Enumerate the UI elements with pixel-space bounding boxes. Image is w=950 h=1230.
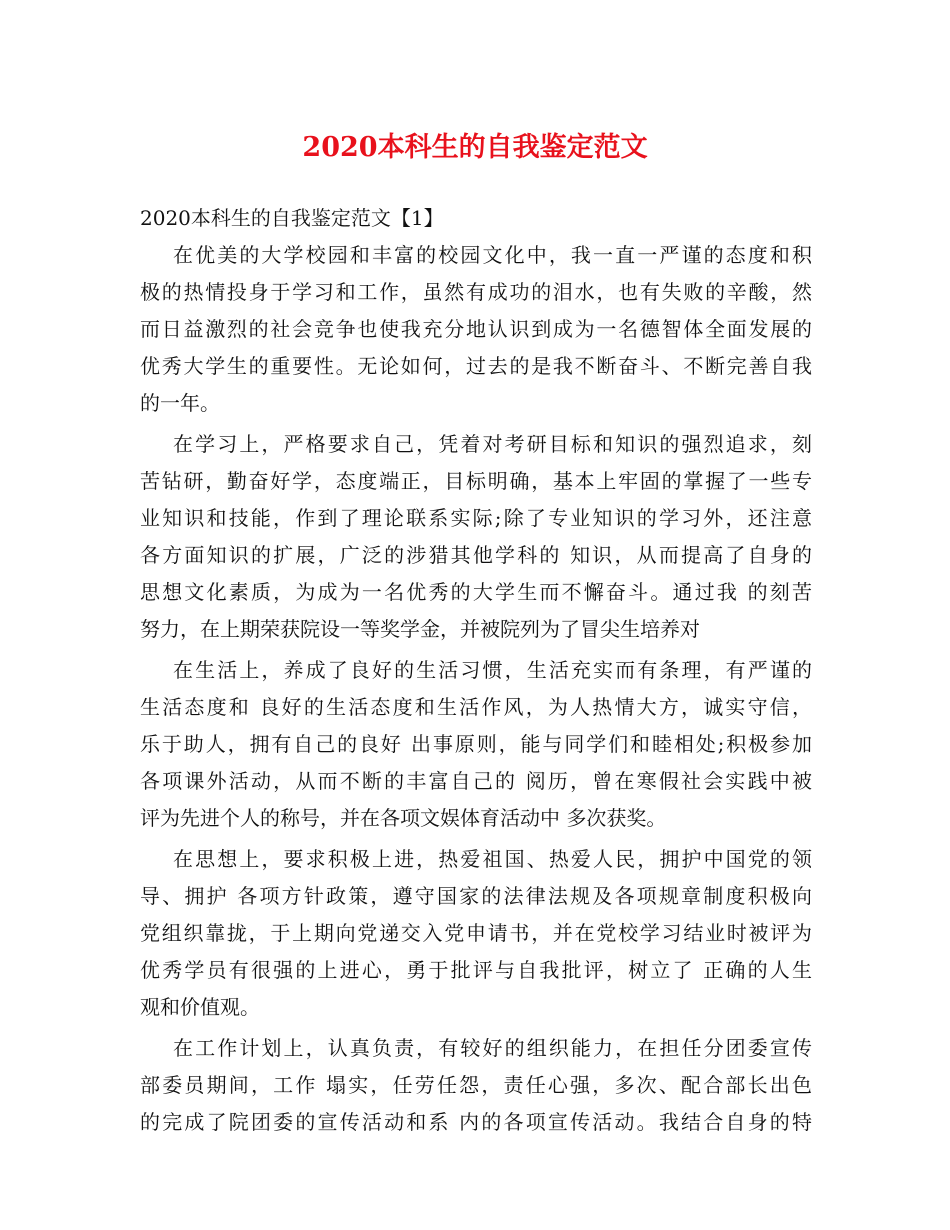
text-line: 苦钻研，勤奋好学，态度端正，目标明确，基本上牢固的掌握了一些专 (140, 469, 812, 493)
text-line: 优秀学员有很强的上进心，勇于批评与自我批评，树立了 正确的人生 (140, 958, 812, 982)
text-line: 评为先进个人的称号，并在各项文娱体育活动中 多次获奖。 (140, 806, 667, 830)
text-line: 在学习上，严格要求自己，凭着对考研目标和知识的强烈追求，刻 (173, 432, 812, 456)
text-line: 极的热情投身于学习和工作，虽然有成功的泪水，也有失败的辛酸，然 (140, 280, 812, 304)
paragraph-3 (140, 652, 812, 837)
text-line: 在优美的大学校园和丰富的校园文化中，我一直一严谨的态度和积 (173, 243, 812, 267)
document-title: 2020本科生的自我鉴定范文 (302, 132, 648, 163)
text-line: 各项课外活动，从而不断的丰富自己的 阅历，曾在寒假社会实践中被 (140, 769, 812, 793)
text-line: 观和价值观。 (140, 995, 260, 1019)
paragraph-5 (140, 1030, 812, 1141)
text-line: 党组织靠拢，于上期向党递交入党申请书，并在党校学习结业时被评为 (140, 921, 812, 945)
text-line: 而日益激烈的社会竞争也使我充分地认识到成为一名德智体全面发展的 (140, 317, 812, 341)
paragraph-4 (140, 841, 812, 1026)
section-heading: 2020本科生的自我鉴定范文【1】 (140, 206, 444, 230)
text-line: 业知识和技能，作到了理论联系实际;除了专业知识的学习外，还注意 (140, 506, 812, 530)
text-line: 乐于助人，拥有自己的良好 出事原则，能与同学们和睦相处;积极参加 (140, 732, 812, 756)
text-line: 部委员期间，工作 塌实，任劳任怨，责任心强，多次、配合部长出色 (140, 1073, 812, 1097)
text-line: 优秀大学生的重要性。无论如何，过去的是我不断奋斗、不断完善自我 (140, 354, 812, 378)
paragraph-2 (140, 426, 812, 648)
text-line: 的完成了院团委的宣传活动和系 内的各项宣传活动。我结合自身的特 (140, 1110, 812, 1134)
text-line: 在工作计划上，认真负责，有较好的组织能力，在担任分团委宣传 (173, 1036, 812, 1060)
paragraph-1 (140, 237, 812, 422)
text-line: 思想文化素质，为成为一名优秀的大学生而不懈奋斗。通过我 的刻苦 (140, 580, 812, 604)
text-line: 导、拥护 各项方针政策，遵守国家的法律法规及各项规章制度积极向 (140, 884, 812, 908)
text-line: 努力，在上期荣获院设一等奖学金，并被院列为了冒尖生培养对 (140, 617, 700, 641)
text-line: 在思想上，要求积极上进，热爱祖国、热爱人民，拥护中国党的领 (173, 847, 812, 871)
text-line: 生活态度和 良好的生活态度和生活作风，为人热情大方，诚实守信， (140, 695, 812, 719)
text-line: 的一年。 (140, 391, 220, 415)
text-line: 各方面知识的扩展，广泛的涉猎其他学科的 知识，从而提高了自身的 (140, 543, 812, 567)
text-line: 在生活上，养成了良好的生活习惯，生活充实而有条理，有严谨的 (173, 658, 812, 682)
document-body (140, 200, 812, 1141)
